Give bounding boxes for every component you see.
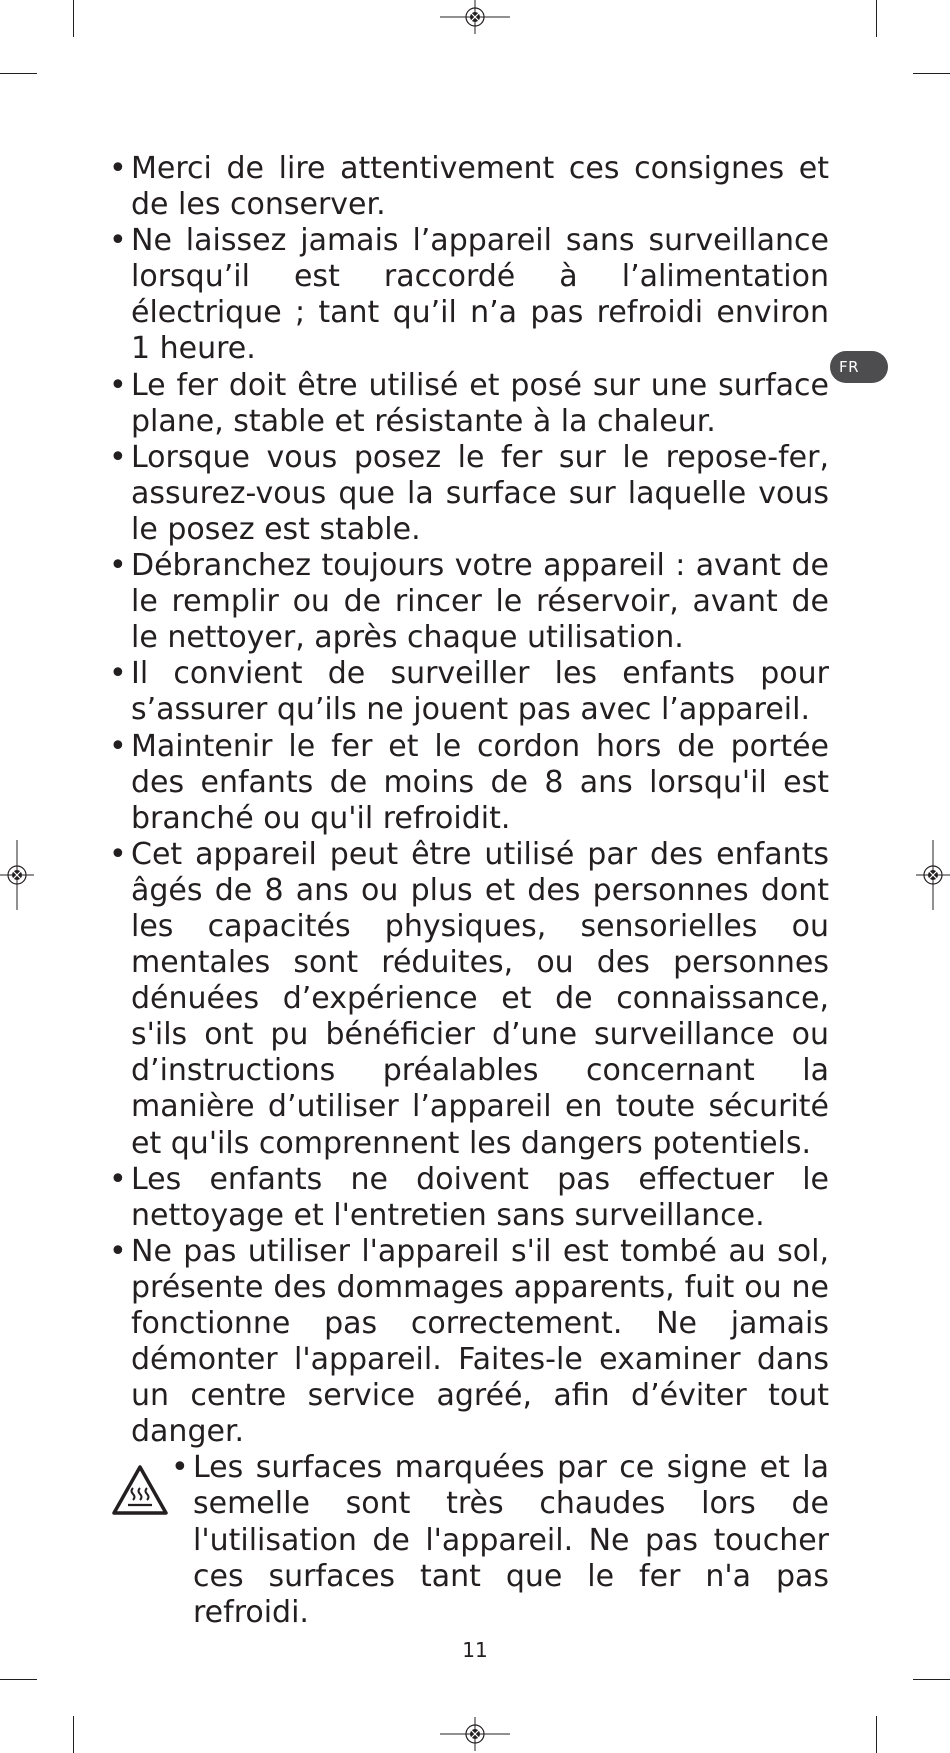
crop-mark	[913, 1679, 950, 1680]
crop-mark	[876, 1716, 877, 1753]
crop-mark	[73, 1716, 74, 1753]
safety-item: • Les enfants ne doivent pas effectuer le nettoyage et l'entretien sans surveillance.	[109, 1162, 829, 1234]
crop-mark	[876, 0, 877, 37]
hot-surface-warning-text: • Les surfaces marquées par ce signe et la semelle sont très chaudes lors de l'utilisation de l'appareil. Ne pas toucher ces surfaces tant que le fer n'a pas refroidi.	[171, 1450, 829, 1630]
page-number: 11	[462, 1638, 488, 1662]
safety-item: • Cet appareil peut être utilisé par des enfants âgés de 8 ans ou plus et des personnes dont les capacités physiques, sensorielles ou mentales sont réduites, ou des personnes dénuées d’expérience et de connaissance, s'ils ont pu bénéficier d’une surveillance ou d’instructions préalables concernant la manière d’utiliser l’appareil en toute sécurité et qu'ils comprennent les dangers potentiels.	[109, 837, 829, 1162]
hot-surface-warning	[109, 1450, 829, 1630]
safety-item: • Débranchez toujours votre appareil : avant de le remplir ou de rincer le réservoir, avant de le nettoyer, après chaque utilisation.	[109, 548, 829, 656]
crop-mark	[913, 73, 950, 74]
safety-item: • Ne pas utiliser l'appareil s'il est tombé au sol, présente des dommages apparents, fuit ou ne fonctionne pas correctement. Ne jamais démonter l'appareil. Faites-le examiner dans un centre service agréé, afin d’éviter tout danger.	[109, 1234, 829, 1451]
safety-item: • Lorsque vous posez le fer sur le repose-fer, assurez-vous que la surface sur laquelle vous le posez est stable.	[109, 440, 829, 548]
crop-mark	[0, 73, 37, 74]
registration-mark-left	[0, 840, 34, 910]
safety-item: • Merci de lire attentivement ces consignes et de les conserver.	[109, 151, 829, 223]
safety-instructions	[109, 151, 829, 1631]
registration-mark-right	[916, 840, 950, 910]
crop-mark	[73, 0, 74, 37]
crop-mark	[0, 1679, 37, 1680]
safety-item: • Maintenir le fer et le cordon hors de portée des enfants de moins de 8 ans lorsqu'il est branché ou qu'il refroidit.	[109, 729, 829, 837]
registration-mark-bottom	[440, 1717, 510, 1751]
registration-mark-top	[440, 0, 510, 34]
language-tab: FR	[830, 351, 888, 383]
safety-item: • Il convient de surveiller les enfants pour s’assurer qu’ils ne jouent pas avec l’appareil.	[109, 656, 829, 728]
safety-item: • Ne laissez jamais l’appareil sans surveillance lorsqu’il est raccordé à l’alimentation électrique ; tant qu’il n’a pas refroidi environ 1 heure.	[109, 223, 829, 367]
hot-surface-warning-icon	[111, 1464, 169, 1516]
safety-item: • Le fer doit être utilisé et posé sur une surface plane, stable et résistante à la chaleur.	[109, 368, 829, 440]
